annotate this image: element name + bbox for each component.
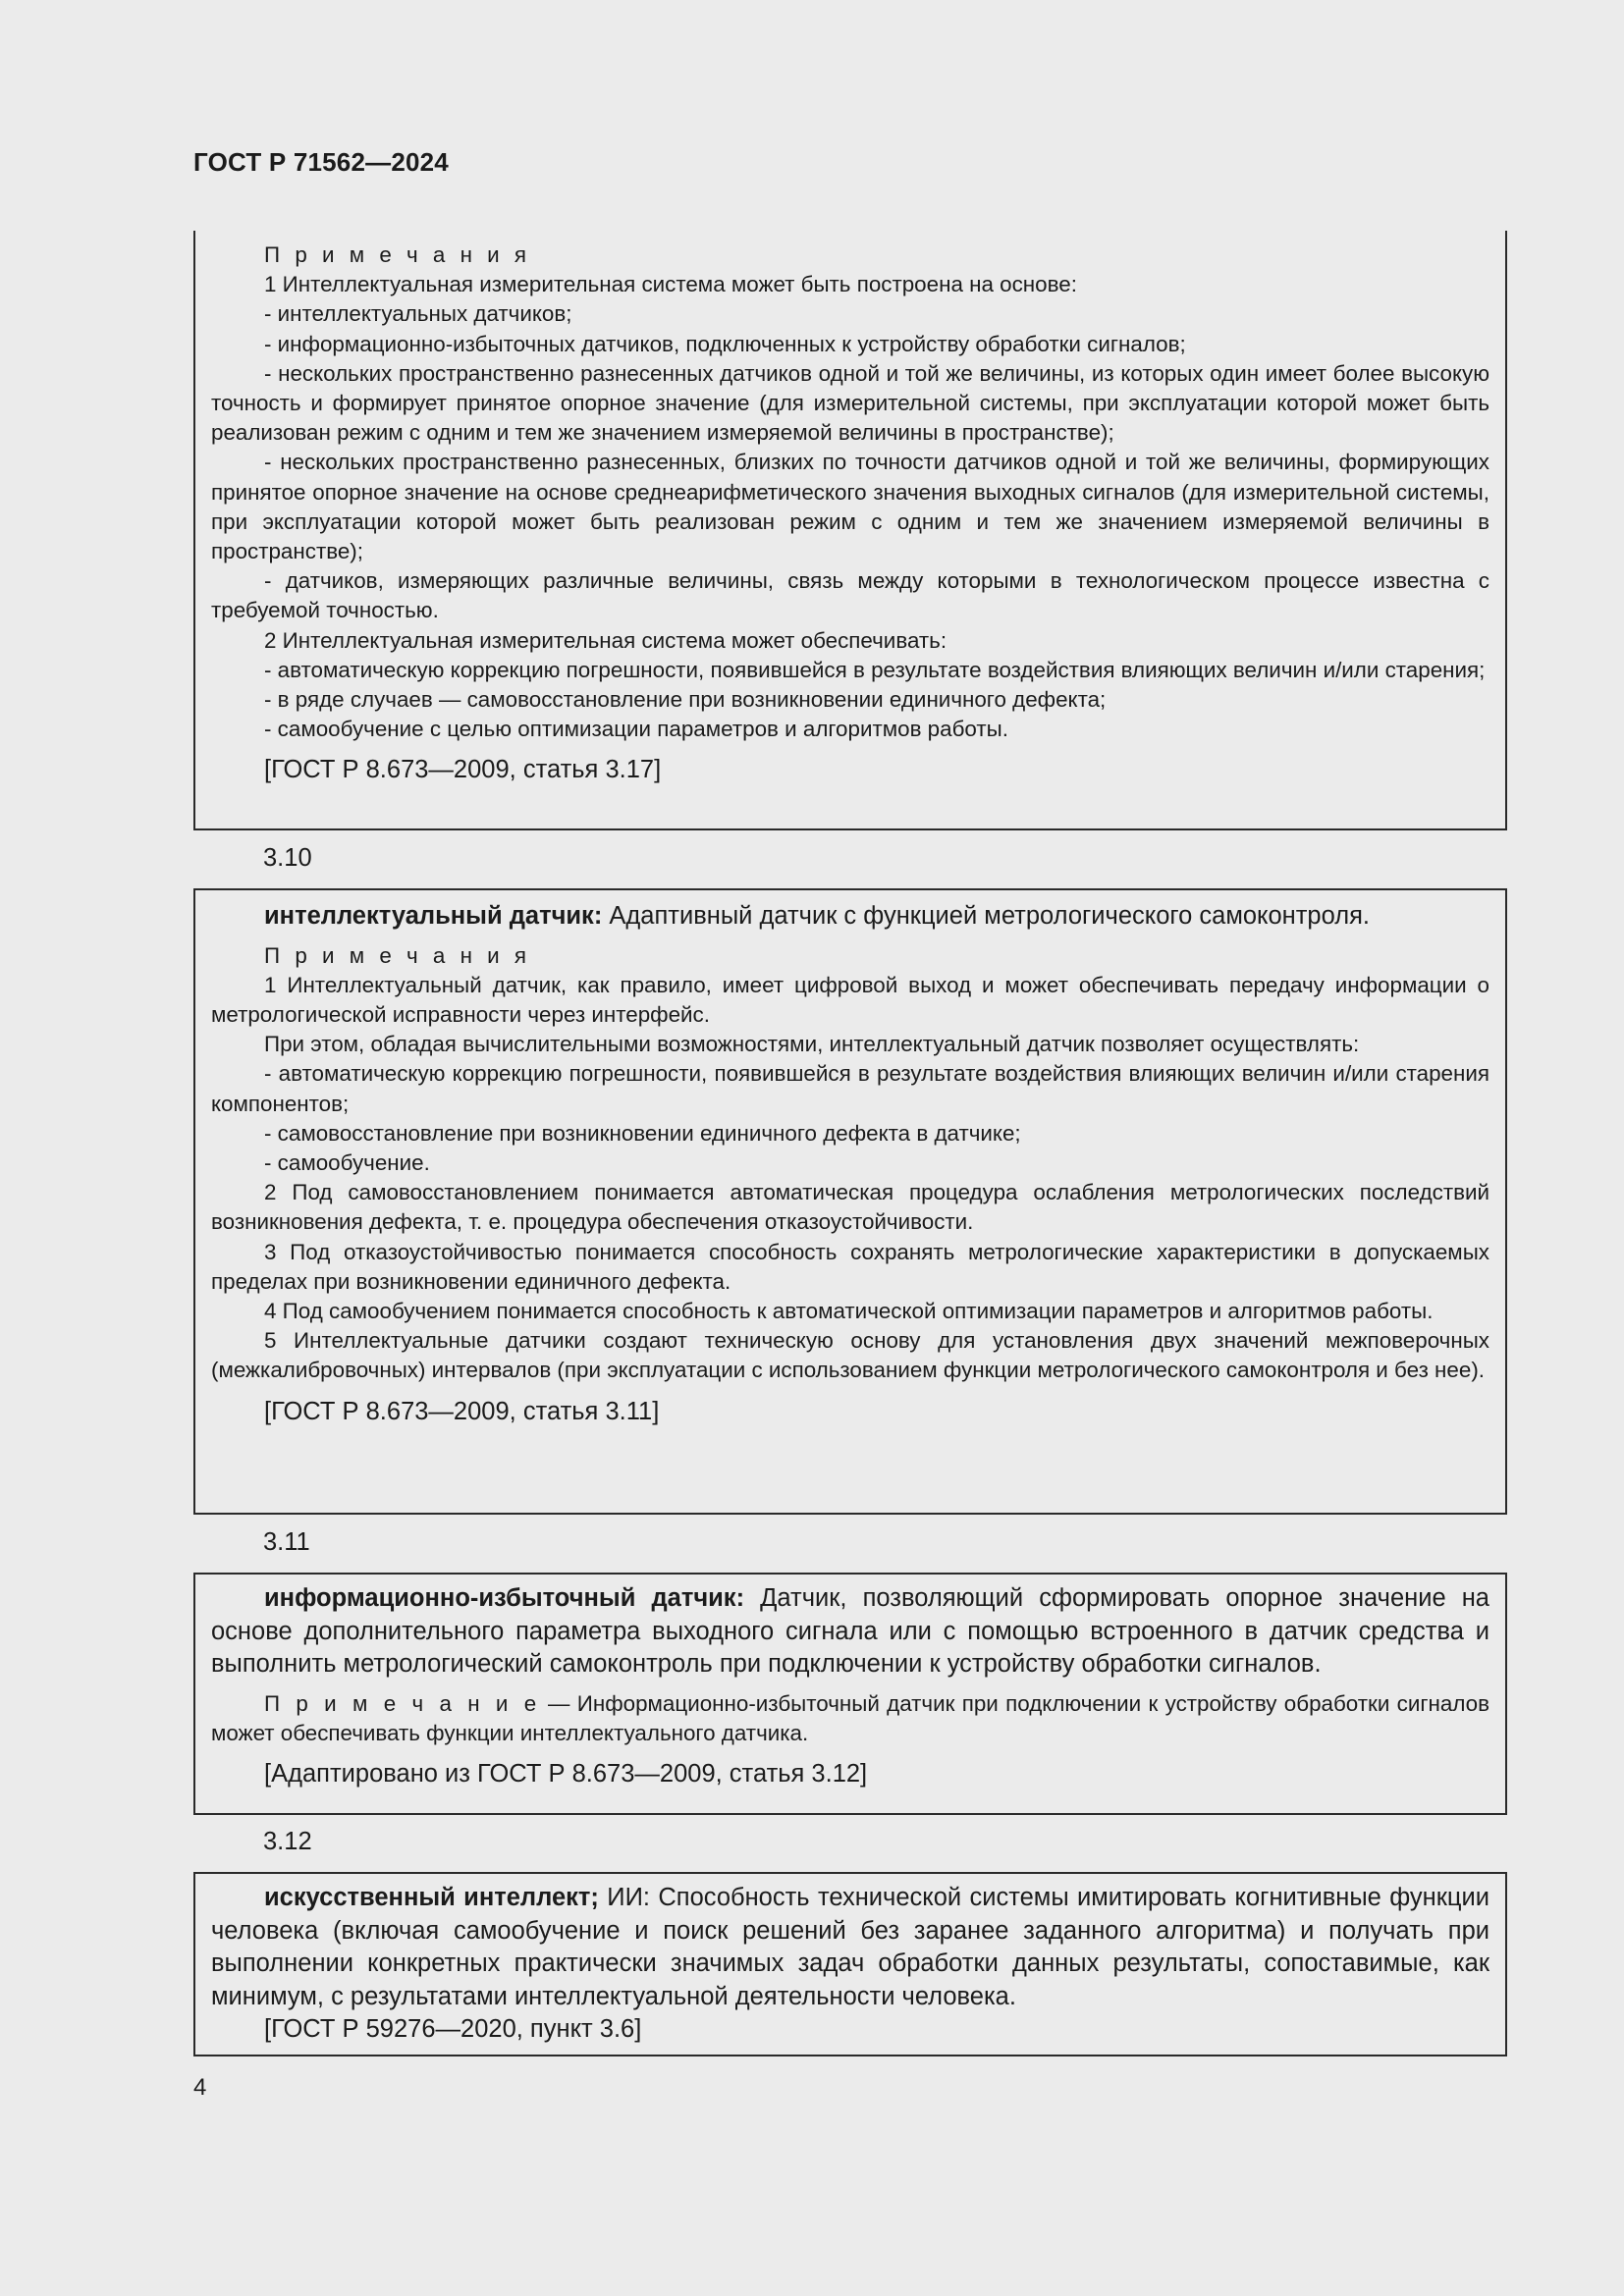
note-line: - датчиков, измеряющих различные величины, связь между которыми в технологическом процессе известна с требуемой точностью. bbox=[211, 568, 1489, 623]
note-line: 5 Интеллектуальные датчики создают техническую основу для установления двух значений межповерочных (межкалибровочных) интервалов (при эксплуатации с использованием функции метрологического самоконтроля и без нее). bbox=[211, 1328, 1489, 1383]
term-box-3-9-continuation bbox=[193, 231, 1507, 830]
page-number: 4 bbox=[193, 2074, 207, 2101]
term: интеллектуальный датчик: bbox=[264, 902, 603, 930]
note-line: - самообучение. bbox=[264, 1150, 430, 1176]
note-line: При этом, обладая вычислительными возможностями, интеллектуальный датчик позволяет осуществлять: bbox=[264, 1032, 1360, 1057]
term-box-3-10 bbox=[193, 888, 1507, 1515]
note-line: - интеллектуальных датчиков; bbox=[264, 301, 572, 327]
note: П р и м е ч а н и е — Информационно-избыточный датчик при подключении к устройству обработки сигналов может обеспечивать функции интеллектуального датчика. bbox=[211, 1690, 1489, 1745]
note-line: - самовосстановление при возникновении единичного дефекта в датчике; bbox=[264, 1120, 1021, 1146]
term-box-3-12 bbox=[193, 1872, 1507, 2056]
notes-title: П р и м е ч а н и я bbox=[264, 942, 531, 968]
note-line: 1 Интеллектуальная измерительная система может быть построена на основе: bbox=[264, 272, 1077, 297]
note-line: 2 Под самовосстановлением понимается автоматическая процедура ослабления метрологических последствий возникновения дефекта, т. е. процедура обеспечения отказоустойчивости. bbox=[211, 1180, 1489, 1235]
note-line: - нескольких пространственно разнесенных датчиков одной и той же величины, из которых один имеет более высокую точность и формирует принятое опорное значение (для измерительной системы, при эксплуатации которой может быть реализован режим с одним и тем же значением измеряемой величины в пространстве); bbox=[211, 360, 1489, 446]
note-line: 4 Под самообучением понимается способность к автоматической оптимизации параметров и алгоритмов работы. bbox=[264, 1299, 1434, 1324]
source-reference: [ГОСТ Р 8.673—2009, статья 3.11] bbox=[264, 1397, 660, 1425]
term: искусственный интеллект; bbox=[264, 1884, 599, 1911]
note-line: - информационно-избыточных датчиков, подключенных к устройству обработки сигналов; bbox=[264, 331, 1186, 356]
definition: интеллектуальный датчик: Адаптивный датчик с функцией метрологического самоконтроля. bbox=[264, 902, 1371, 930]
source-reference: [ГОСТ Р 59276—2020, пункт 3.6] bbox=[264, 2015, 642, 2044]
note-line: - самообучение с целью оптимизации параметров и алгоритмов работы. bbox=[264, 717, 1008, 742]
note-line: - автоматическую коррекцию погрешности, появившейся в результате воздействия влияющих величин и/или старения компонентов; bbox=[211, 1061, 1489, 1116]
source-reference: [Адаптировано из ГОСТ Р 8.673—2009, статья 3.12] bbox=[264, 1760, 868, 1789]
term: информационно-избыточный датчик: bbox=[264, 1584, 745, 1612]
note-line: - автоматическую коррекцию погрешности, появившейся в результате воздействия влияющих величин и/или старения; bbox=[264, 657, 1486, 682]
note-line: 1 Интеллектуальный датчик, как правило, имеет цифровой выход и может обеспечивать передачу информации о метрологической исправности через интерфейс. bbox=[211, 972, 1489, 1027]
section-number-3-11: 3.11 bbox=[263, 1528, 310, 1556]
definition: информационно-избыточный датчик: Датчик, позволяющий сформировать опорное значение на основе дополнительного параметра выходного сигнала или с помощью встроенного в датчик средства и выполнить метрологический самоконтроль при подключении к устройству обработки сигналов. bbox=[211, 1584, 1489, 1679]
notes-title: П р и м е ч а н и я bbox=[264, 242, 531, 267]
note-line: - в ряде случаев — самовосстановление при возникновении единичного дефекта; bbox=[264, 687, 1107, 713]
term-box-3-11 bbox=[193, 1573, 1507, 1815]
note-line: 3 Под отказоустойчивостью понимается способность сохранять метрологические характеристики в допускаемых пределах при возникновении единичного дефекта. bbox=[211, 1239, 1489, 1294]
note-line: - нескольких пространственно разнесенных, близких по точности датчиков одной и той же величины, формирующих принятое опорное значение на основе среднеарифметического значения выходных сигналов (для измерительной системы, при эксплуатации которой может быть реализован режим с одним и тем же значением измеряемой величины в пространстве); bbox=[211, 450, 1489, 564]
section-number-3-10: 3.10 bbox=[263, 844, 312, 872]
section-number-3-12: 3.12 bbox=[263, 1828, 312, 1855]
note-line: 2 Интеллектуальная измерительная система может обеспечивать: bbox=[264, 627, 947, 653]
definition: искусственный интеллект; ИИ: Способность технической системы имитировать когнитивные функции человека (включая самообучение и поиск решений без заранее заданного алгоритма) и получать при выполнении конкретных практически значимых задач обработки данных результаты, сопоставимые, как минимум, с результатами интеллектуальной деятельности человека. bbox=[211, 1884, 1490, 2010]
source-reference: [ГОСТ Р 8.673—2009, статья 3.17] bbox=[264, 756, 662, 784]
document-header: ГОСТ Р 71562—2024 bbox=[193, 147, 449, 177]
